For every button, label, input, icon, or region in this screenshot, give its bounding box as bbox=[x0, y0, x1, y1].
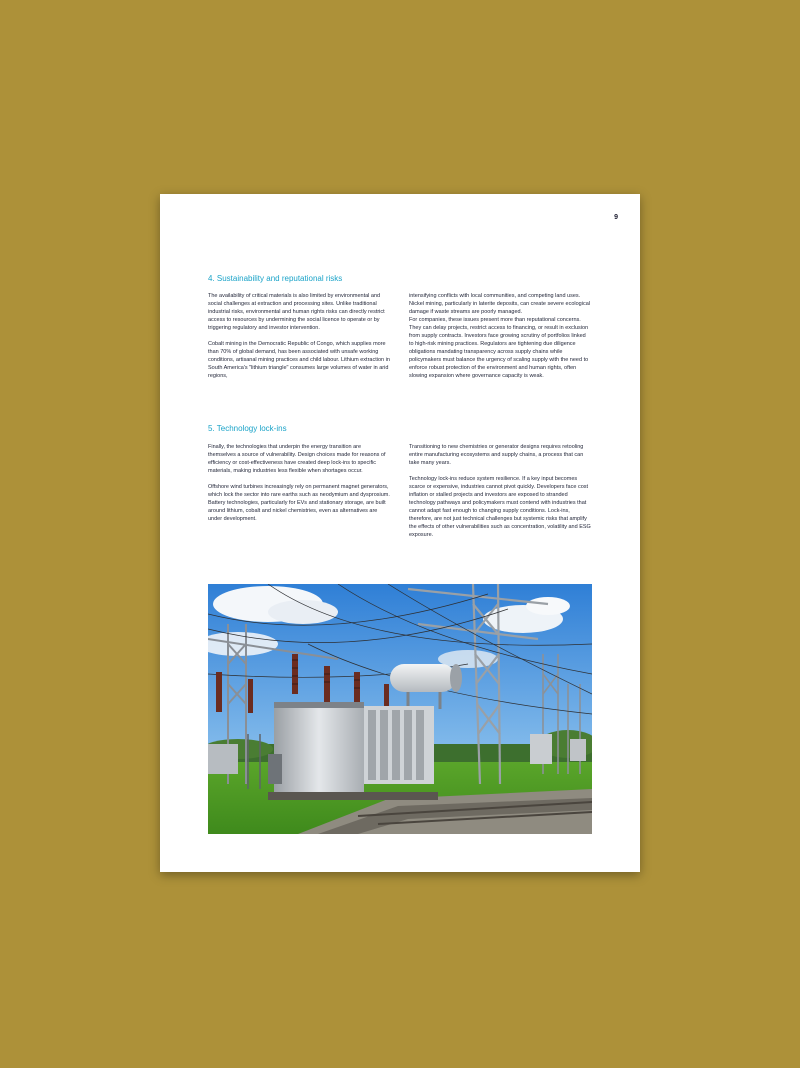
section-4-right-column bbox=[409, 292, 591, 388]
section-5-left-column bbox=[208, 443, 390, 531]
substation-photo bbox=[208, 584, 592, 834]
document-page bbox=[160, 194, 640, 872]
section-title-technology-lockins: 5. Technology lock-ins bbox=[208, 424, 287, 433]
paragraph: Cobalt mining in the Democratic Republic of Congo, which supplies more than 70% of global demand, has been associated with unsafe working conditions, artisanal mining practices and child labour. Lithium extraction in South America's "lithium triangle" consumes large volumes of water in arid regions, bbox=[208, 341, 390, 379]
section-4-left-column bbox=[208, 292, 390, 388]
section-title-sustainability: 4. Sustainability and reputational risks bbox=[208, 274, 343, 283]
paragraph: intensifying conflicts with local communities, and competing land uses. Nickel mining, particularly in laterite deposits, can create severe ecological damage if waste streams are poorly managed. bbox=[409, 293, 590, 315]
paragraph: Finally, the technologies that underpin the energy transition are themselves a source of vulnerability. Design choices made for reasons of efficiency or cost-effectiveness have created deep lock-ins to specific materials, making industries less flexible when shortages occur. bbox=[208, 444, 386, 474]
paragraph: For companies, these issues present more than reputational concerns. They can delay projects, restrict access to financing, or result in exclusion from supply contracts. Investors face growing scrutiny of portfolios linked to high-risk mining practices. Regulators are tightening due diligence obligations mandating transparency across supply chains while policymakers must balance the urgency of scaling supply with the need to enforce robust protection of the environment and human rights, often slowing expansion where governance capacity is weak. bbox=[409, 317, 589, 379]
page-number: 9 bbox=[614, 214, 618, 221]
paragraph: Technology lock-ins reduce system resilience. If a key input becomes scarce or expensive, industries cannot pivot quickly. Developers face cost inflation or stalled projects and investors are exposed to stranded technology pathways and policymakers must contend with industries that cannot adapt fast enough to changing supply conditions. Lock-ins, therefore, are not just technical challenges but systemic risks that amplify the effects of other vulnerabilities such as concentration, volatility and ESG exposure. bbox=[409, 476, 591, 538]
section-5-right-column bbox=[409, 443, 591, 547]
paragraph: Offshore wind turbines increasingly rely on permanent magnet generators, which lock the sector into rare earths such as neodymium and dysprosium. Battery technologies, particularly for EVs and stationary storage, are built around lithium, cobalt and nickel chemistries, even as alternatives are under development. bbox=[208, 484, 390, 522]
paragraph: Transitioning to new chemistries or generator designs requires retooling entire manufacturing ecosystems and supply chains, a process that can take many years. bbox=[409, 444, 584, 466]
paragraph: The availability of critical materials is also limited by environmental and social challenges at extraction and processing sites. Unlike traditional industrial risks, environmental and human rights risks can directly restrict access to resources by undermining the social licence to operate or by triggering regulatory and investor intervention. bbox=[208, 293, 385, 331]
